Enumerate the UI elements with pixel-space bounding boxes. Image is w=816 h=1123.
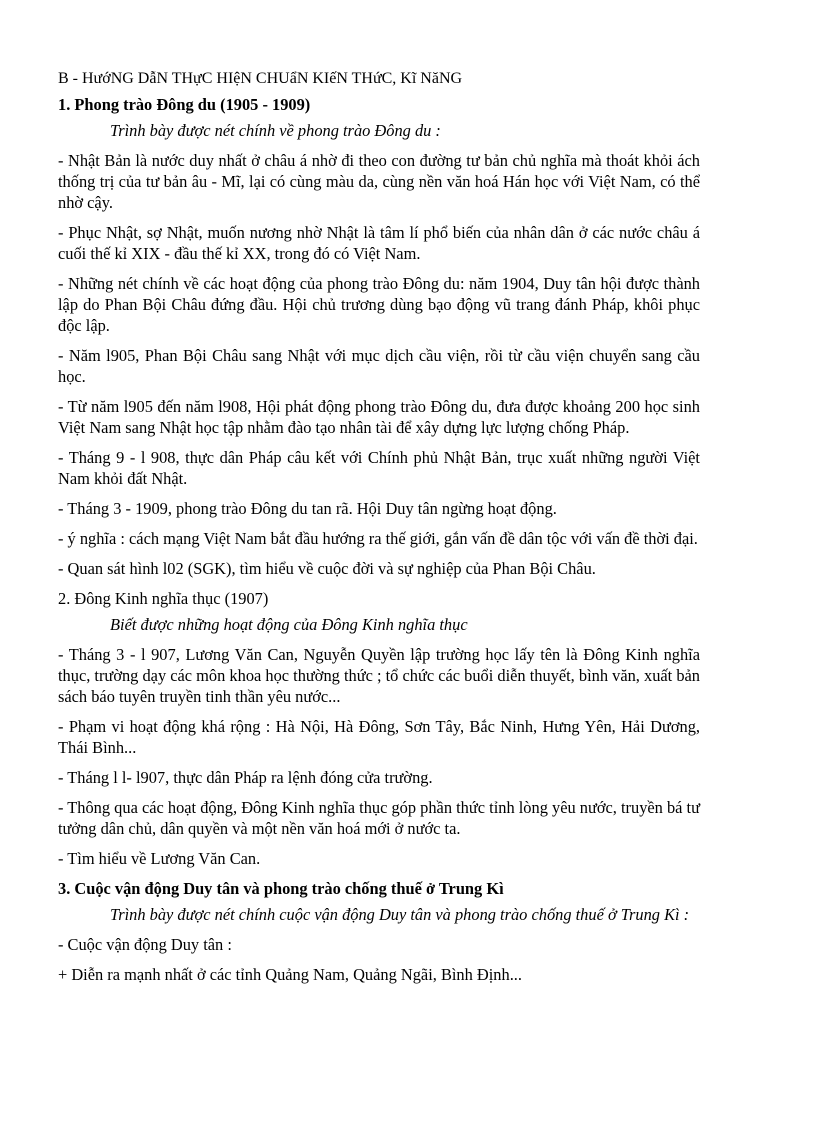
paragraph: - Quan sát hình l02 (SGK), tìm hiểu về cuộc đời và sự nghiệp của Phan Bội Châu. xyxy=(58,559,596,578)
section1-intro: Trình bày được nét chính về phong trào Đông du : xyxy=(110,121,441,140)
paragraph: - Tìm hiểu về Lương Văn Can. xyxy=(58,849,261,868)
section2-intro: Biết được những hoạt động của Đông Kinh nghĩa thục xyxy=(110,615,468,634)
paragraph: - ý nghĩa : cách mạng Việt Nam bắt đầu hướng ra thế giới, gắn vấn đề dân tộc với vấn đề thời đại. xyxy=(58,529,698,548)
document-page xyxy=(58,68,700,994)
paragraph: - Cuộc vận động Duy tân : xyxy=(58,935,232,954)
paragraph: - Những nét chính về các hoạt động của phong trào Đông du: năm 1904, Duy tân hội được thành lập do Phan Bội Châu đứng đầu. Hội chủ trương dùng bạo động vũ trang đánh Pháp, khôi phục độc lập. xyxy=(58,274,700,335)
paragraph: - Nhật Bản là nước duy nhất ở châu á nhờ đi theo con đường tư bản chủ nghĩa mà thoát khỏi ách thống trị của tư bản âu - Mĩ, lại có cùng màu da, cùng nền văn hoá Hán học với Việt Nam, có thể nhờ cậy. xyxy=(58,151,700,212)
paragraph: - Phục Nhật, sợ Nhật, muốn nương nhờ Nhật là tâm lí phổ biến của nhân dân ở các nước châu á cuối thế kỉ XIX - đầu thế kỉ XX, trong đó có Việt Nam. xyxy=(58,223,700,263)
paragraph: - Năm l905, Phan Bội Châu sang Nhật với mục dịch cầu viện, rồi từ cầu viện chuyển sang cầu học. xyxy=(58,346,700,386)
paragraph: + Diễn ra mạnh nhất ở các tỉnh Quảng Nam, Quảng Ngãi, Bình Định... xyxy=(58,965,522,984)
section3-title: 3. Cuộc vận động Duy tân và phong trào chống thuế ở Trung Kì xyxy=(58,879,504,898)
paragraph: - Phạm vi hoạt động khá rộng : Hà Nội, Hà Đông, Sơn Tây, Bắc Ninh, Hưng Yên, Hải Dương, Thái Bình... xyxy=(58,717,700,757)
section3-intro: Trình bày được nét chính cuộc vận động Duy tân và phong trào chống thuế ở Trung Kì : xyxy=(110,905,690,924)
paragraph: - Tháng 3 - l 907, Lương Văn Can, Nguyễn Quyền lập trường học lấy tên là Đông Kinh nghĩa thục, trường dạy các môn khoa học thường thức ; tổ chức các buổi diễn thuyết, bình văn, xuất bản sách báo tuyên truyền tinh thần yêu nước... xyxy=(58,645,700,706)
paragraph: - Tháng 3 - 1909, phong trào Đông du tan rã. Hội Duy tân ngừng hoạt động. xyxy=(58,499,557,518)
paragraph: - Thông qua các hoạt động, Đông Kinh nghĩa thục góp phần thức tỉnh lòng yêu nước, truyền bá tư tưởng dân chủ, dân quyền và một nền văn hoá mới ở nước ta. xyxy=(58,798,700,838)
paragraph: - Từ năm l905 đến năm l908, Hội phát động phong trào Đông du, đưa được khoảng 200 học sinh Việt Nam sang Nhật học tập nhằm đào tạo nhân tài để xây dựng lực lượng chống Pháp. xyxy=(58,397,700,437)
section-header: B - HướNG DẫN THựC HIệN CHUẩN KIếN THứC, Kĩ NăNG xyxy=(58,70,463,87)
section2-title: 2. Đông Kinh nghĩa thục (1907) xyxy=(58,589,269,608)
paragraph: - Tháng l l- l907, thực dân Pháp ra lệnh đóng cửa trường. xyxy=(58,768,433,787)
section1-title: 1. Phong trào Đông du (1905 - 1909) xyxy=(58,95,311,114)
paragraph: - Tháng 9 - l 908, thực dân Pháp câu kết với Chính phủ Nhật Bản, trục xuất những người Việt Nam khỏi đất Nhật. xyxy=(58,448,700,488)
